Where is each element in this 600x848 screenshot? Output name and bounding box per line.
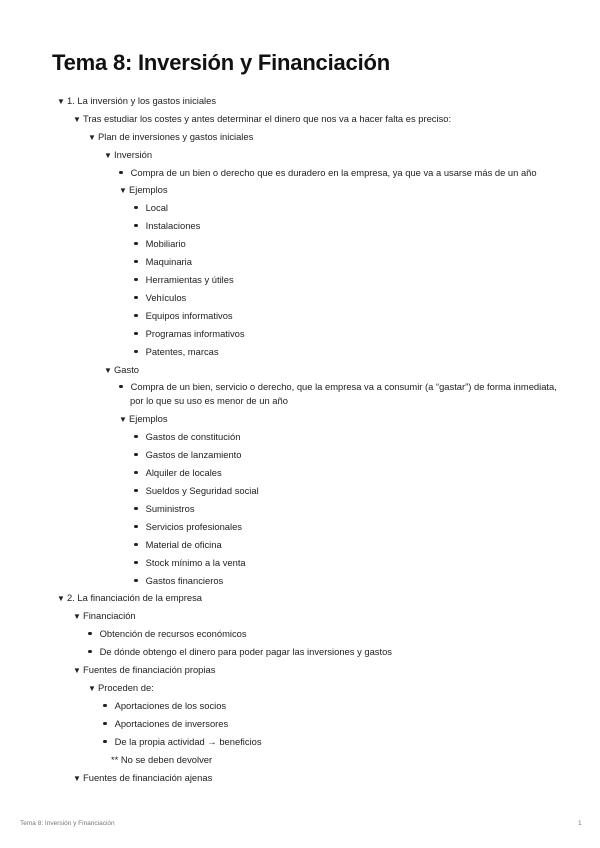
- bullet-icon: [134, 507, 138, 511]
- bullet-icon: [134, 453, 138, 457]
- list-item: De la propia actividad → beneficios: [103, 733, 262, 751]
- bullet-icon: [103, 722, 107, 726]
- list-item: Herramientas y útiles: [134, 271, 234, 289]
- bullet-icon: [134, 332, 138, 336]
- triangle-down-icon[interactable]: ▼: [73, 666, 81, 675]
- toggle-section-1[interactable]: ▼ 1. La inversión y los gastos iniciales: [57, 92, 216, 111]
- bullet-icon: [134, 489, 138, 493]
- triangle-down-icon[interactable]: ▼: [119, 186, 127, 195]
- toggle-ejemplos-inversion[interactable]: ▼ Ejemplos: [119, 181, 168, 200]
- bullet-icon: [134, 561, 138, 565]
- triangle-down-icon[interactable]: ▼: [88, 684, 96, 693]
- list-item: Patentes, marcas: [134, 343, 219, 361]
- list-item: Sueldos y Seguridad social: [134, 482, 259, 500]
- bullet-icon: [134, 579, 138, 583]
- list-item: De dónde obtengo el dinero para poder pagar las inversiones y gastos: [88, 643, 392, 661]
- bullet-icon: [134, 242, 138, 246]
- list-item: Alquiler de locales: [134, 464, 222, 482]
- triangle-down-icon[interactable]: ▼: [104, 151, 112, 160]
- list-item: Instalaciones: [134, 217, 200, 235]
- list-item: Servicios profesionales: [134, 518, 242, 536]
- triangle-down-icon[interactable]: ▼: [73, 115, 81, 124]
- bullet-icon: [134, 314, 138, 318]
- toggle-fuentes-ajenas[interactable]: ▼ Fuentes de financiación ajenas: [73, 769, 212, 788]
- bullet-icon: [134, 435, 138, 439]
- bullet-icon: [88, 650, 92, 654]
- triangle-down-icon[interactable]: ▼: [57, 594, 65, 603]
- toggle-section-2[interactable]: ▼ 2. La financiación de la empresa: [57, 589, 202, 608]
- bullet-icon: [134, 543, 138, 547]
- triangle-down-icon[interactable]: ▼: [119, 415, 127, 424]
- list-item: Equipos informativos: [134, 307, 233, 325]
- list-item: Material de oficina: [134, 536, 222, 554]
- toggle-ejemplos-gasto[interactable]: ▼ Ejemplos: [119, 410, 168, 429]
- footer-page-number: 1: [578, 820, 582, 827]
- toggle-financiacion[interactable]: ▼ Financiación: [73, 607, 136, 626]
- footer-title: Tema 8: Inversión y Financiación: [20, 820, 115, 827]
- list-item: Maquinaria: [134, 253, 192, 271]
- toggle-plan[interactable]: ▼ Plan de inversiones y gastos iniciales: [88, 128, 253, 147]
- list-item: Gastos financieros: [134, 572, 223, 590]
- list-item: Gastos de lanzamiento: [134, 446, 241, 464]
- triangle-down-icon[interactable]: ▼: [57, 97, 65, 106]
- list-item: Aportaciones de inversores: [103, 715, 228, 733]
- bullet-icon: [119, 385, 123, 389]
- note-text: ** No se deben devolver: [111, 754, 213, 765]
- list-item: Mobiliario: [134, 235, 186, 253]
- bullet-icon: [134, 224, 138, 228]
- list-item: Local: [134, 199, 168, 217]
- list-item: Gastos de constitución: [134, 428, 240, 446]
- bullet-icon: [134, 471, 138, 475]
- list-item: Programas informativos: [134, 325, 245, 343]
- toggle-intro[interactable]: ▼ Tras estudiar los costes y antes determinar el dinero que nos va a hacer falta es preciso:: [73, 110, 451, 129]
- list-item: Aportaciones de los socios: [103, 697, 226, 715]
- toggle-gasto[interactable]: ▼ Gasto: [104, 361, 139, 380]
- list-item: Suministros: [134, 500, 195, 518]
- bullet-icon: [134, 260, 138, 264]
- triangle-down-icon[interactable]: ▼: [104, 366, 112, 375]
- toggle-fuentes-propias[interactable]: ▼ Fuentes de financiación propias: [73, 661, 215, 680]
- bullet-icon: [134, 206, 138, 210]
- triangle-down-icon[interactable]: ▼: [73, 612, 81, 621]
- bullet-icon: [103, 704, 107, 708]
- list-item: Stock mínimo a la venta: [134, 554, 246, 572]
- bullet-icon: [103, 740, 107, 744]
- page-title: Tema 8: Inversión y Financiación: [52, 50, 390, 75]
- bullet-icon: [134, 296, 138, 300]
- list-item: Compra de un bien o derecho que es duradero en la empresa, ya que va a usarse más de un año: [119, 164, 537, 182]
- list-item: Vehículos: [134, 289, 186, 307]
- toggle-proceden[interactable]: ▼ Proceden de:: [88, 679, 154, 698]
- bullet-icon: [134, 278, 138, 282]
- bullet-icon: [134, 525, 138, 529]
- triangle-down-icon[interactable]: ▼: [73, 774, 81, 783]
- bullet-icon: [88, 632, 92, 636]
- list-item-continuation: por lo que su uso es menor de un año: [130, 395, 288, 406]
- bullet-icon: [134, 350, 138, 354]
- toggle-inversion[interactable]: ▼ Inversión: [104, 146, 152, 165]
- list-item: Obtención de recursos económicos: [88, 625, 247, 643]
- list-item: Compra de un bien, servicio o derecho, que la empresa va a consumir (a “gastar”) de forma inmediata,: [119, 378, 557, 396]
- bullet-icon: [119, 171, 123, 175]
- triangle-down-icon[interactable]: ▼: [88, 133, 96, 142]
